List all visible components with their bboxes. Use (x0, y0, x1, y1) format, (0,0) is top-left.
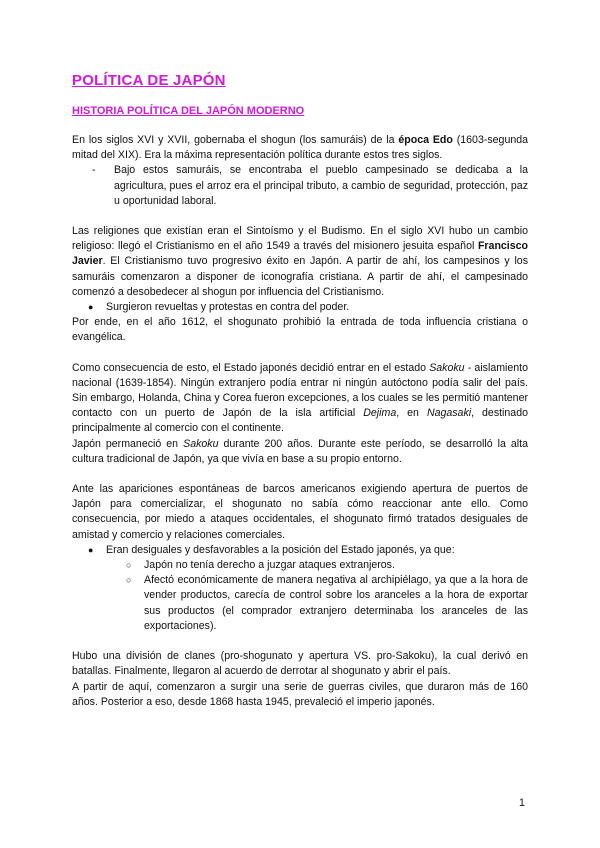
sub-bullet-marker: ○ (126, 575, 132, 586)
paragraph-clanes: Hubo una división de clanes (pro-shogunato y apertura VS. pro-Sakoku), la cual derivó en batallas. Finalmente, llegaron al acuerdo de derrotar al shogunato y abrir el país. (72, 650, 528, 678)
paragraph-edo: En los siglos XVI y XVII, gobernaba el shogun (los samuráis) de la época Edo (1603-segunda mitad del XIX). Era la máxima representación política durante estos tres siglos. (72, 134, 529, 162)
sub-bullet-item-juzgar: ○ Japón no tenía derecho a juzgar ataques extranjeros. (126, 558, 528, 573)
dash-item-samurai: - Bajo estos samuráis, se encontraba el pueblo campesinado se dedicaba a la agricultura, pues el arroz era el principal tributo, a cambio de seguridad, protección, paz u oportunidad laboral. (92, 163, 528, 209)
dash-marker: - (92, 164, 96, 177)
paragraph-religion: Las religiones que existían eran el Sintoísmo y el Budismo. En el siglo XVI hubo un cambio religioso: llegó el Cristianismo en el año 1549 a través del misionero jesuita español Francisco Javier. El Cristianismo tuvo progresivo éxito en Japón. A partir de ahí, los campesinos y los samuráis comenzaron a disponer de iconografía cristiana. A partir de ahí, el campesinado comenzó a desobedecer al shogun por influencia del Cristianismo. (72, 225, 528, 298)
sub-bullet-marker: ○ (126, 560, 132, 571)
page-title: POLÍTICA DE JAPÓN (72, 72, 226, 89)
document-body (72, 133, 528, 710)
page-number: 1 (519, 797, 525, 809)
bullet-marker: ● (88, 544, 94, 555)
bullet-item-desiguales: ● Eran desiguales y desfavorables a la posición del Estado japonés, ya que: (88, 543, 528, 558)
bullet-item-revueltas: ● Surgieron revueltas y protestas en contra del poder. (88, 300, 528, 315)
sub-bullet-item-aranceles: ○ Afectó económicamente de manera negativa al archipiélago, ya que a la hora de vender productos, carecía de control sobre los aranceles a la hora de exportar sus productos (el comprador extranjero determinaba los aranceles de las exportaciones). (126, 573, 528, 634)
paragraph-guerras: A partir de aquí, comenzaron a surgir una serie de guerras civiles, que duraron más de 160 años. Posterior a eso, desde 1868 hasta 1945, prevaleció el imperio japonés. (72, 680, 528, 708)
paragraph-cultura: Japón permaneció en Sakoku durante 200 años. Durante este período, se desarrolló la alta cultura tradicional de Japón, ya que vivía en base a su propio entorno. (72, 437, 528, 465)
section-heading: HISTORIA POLÍTICA DEL JAPÓN MODERNO (72, 105, 305, 117)
paragraph-prohibicion: Por ende, en el año 1612, el shogunato prohibió la entrada de toda influencia cristiana o evangélica. (72, 316, 528, 344)
paragraph-sakoku: Como consecuencia de esto, el Estado japonés decidió entrar en el estado Sakoku - aislamiento nacional (1639-1854). Ningún extranjero podía entrar ni ningún autóctono podía salir del país. Sin embargo, Holanda, China y Corea fueron excepciones, a los cuales se les permitió mantener contacto con un puerto de Japón de la isla artificial Dejima, en Nagasaki, destinado principalmente al comercio con el continente. (72, 361, 529, 435)
paragraph-tratados: Ante las apariciones espontáneas de barcos americanos exigiendo apertura de puertos de Japón para comercializar, el shogunato no sabía cómo reaccionar ante ello. Como consecuencia, por miedo a ataques occidentales, el shogunato firmó tratados desiguales de amistad y comercio y relaciones comerciales. (72, 483, 528, 541)
bullet-marker: ● (88, 302, 94, 313)
